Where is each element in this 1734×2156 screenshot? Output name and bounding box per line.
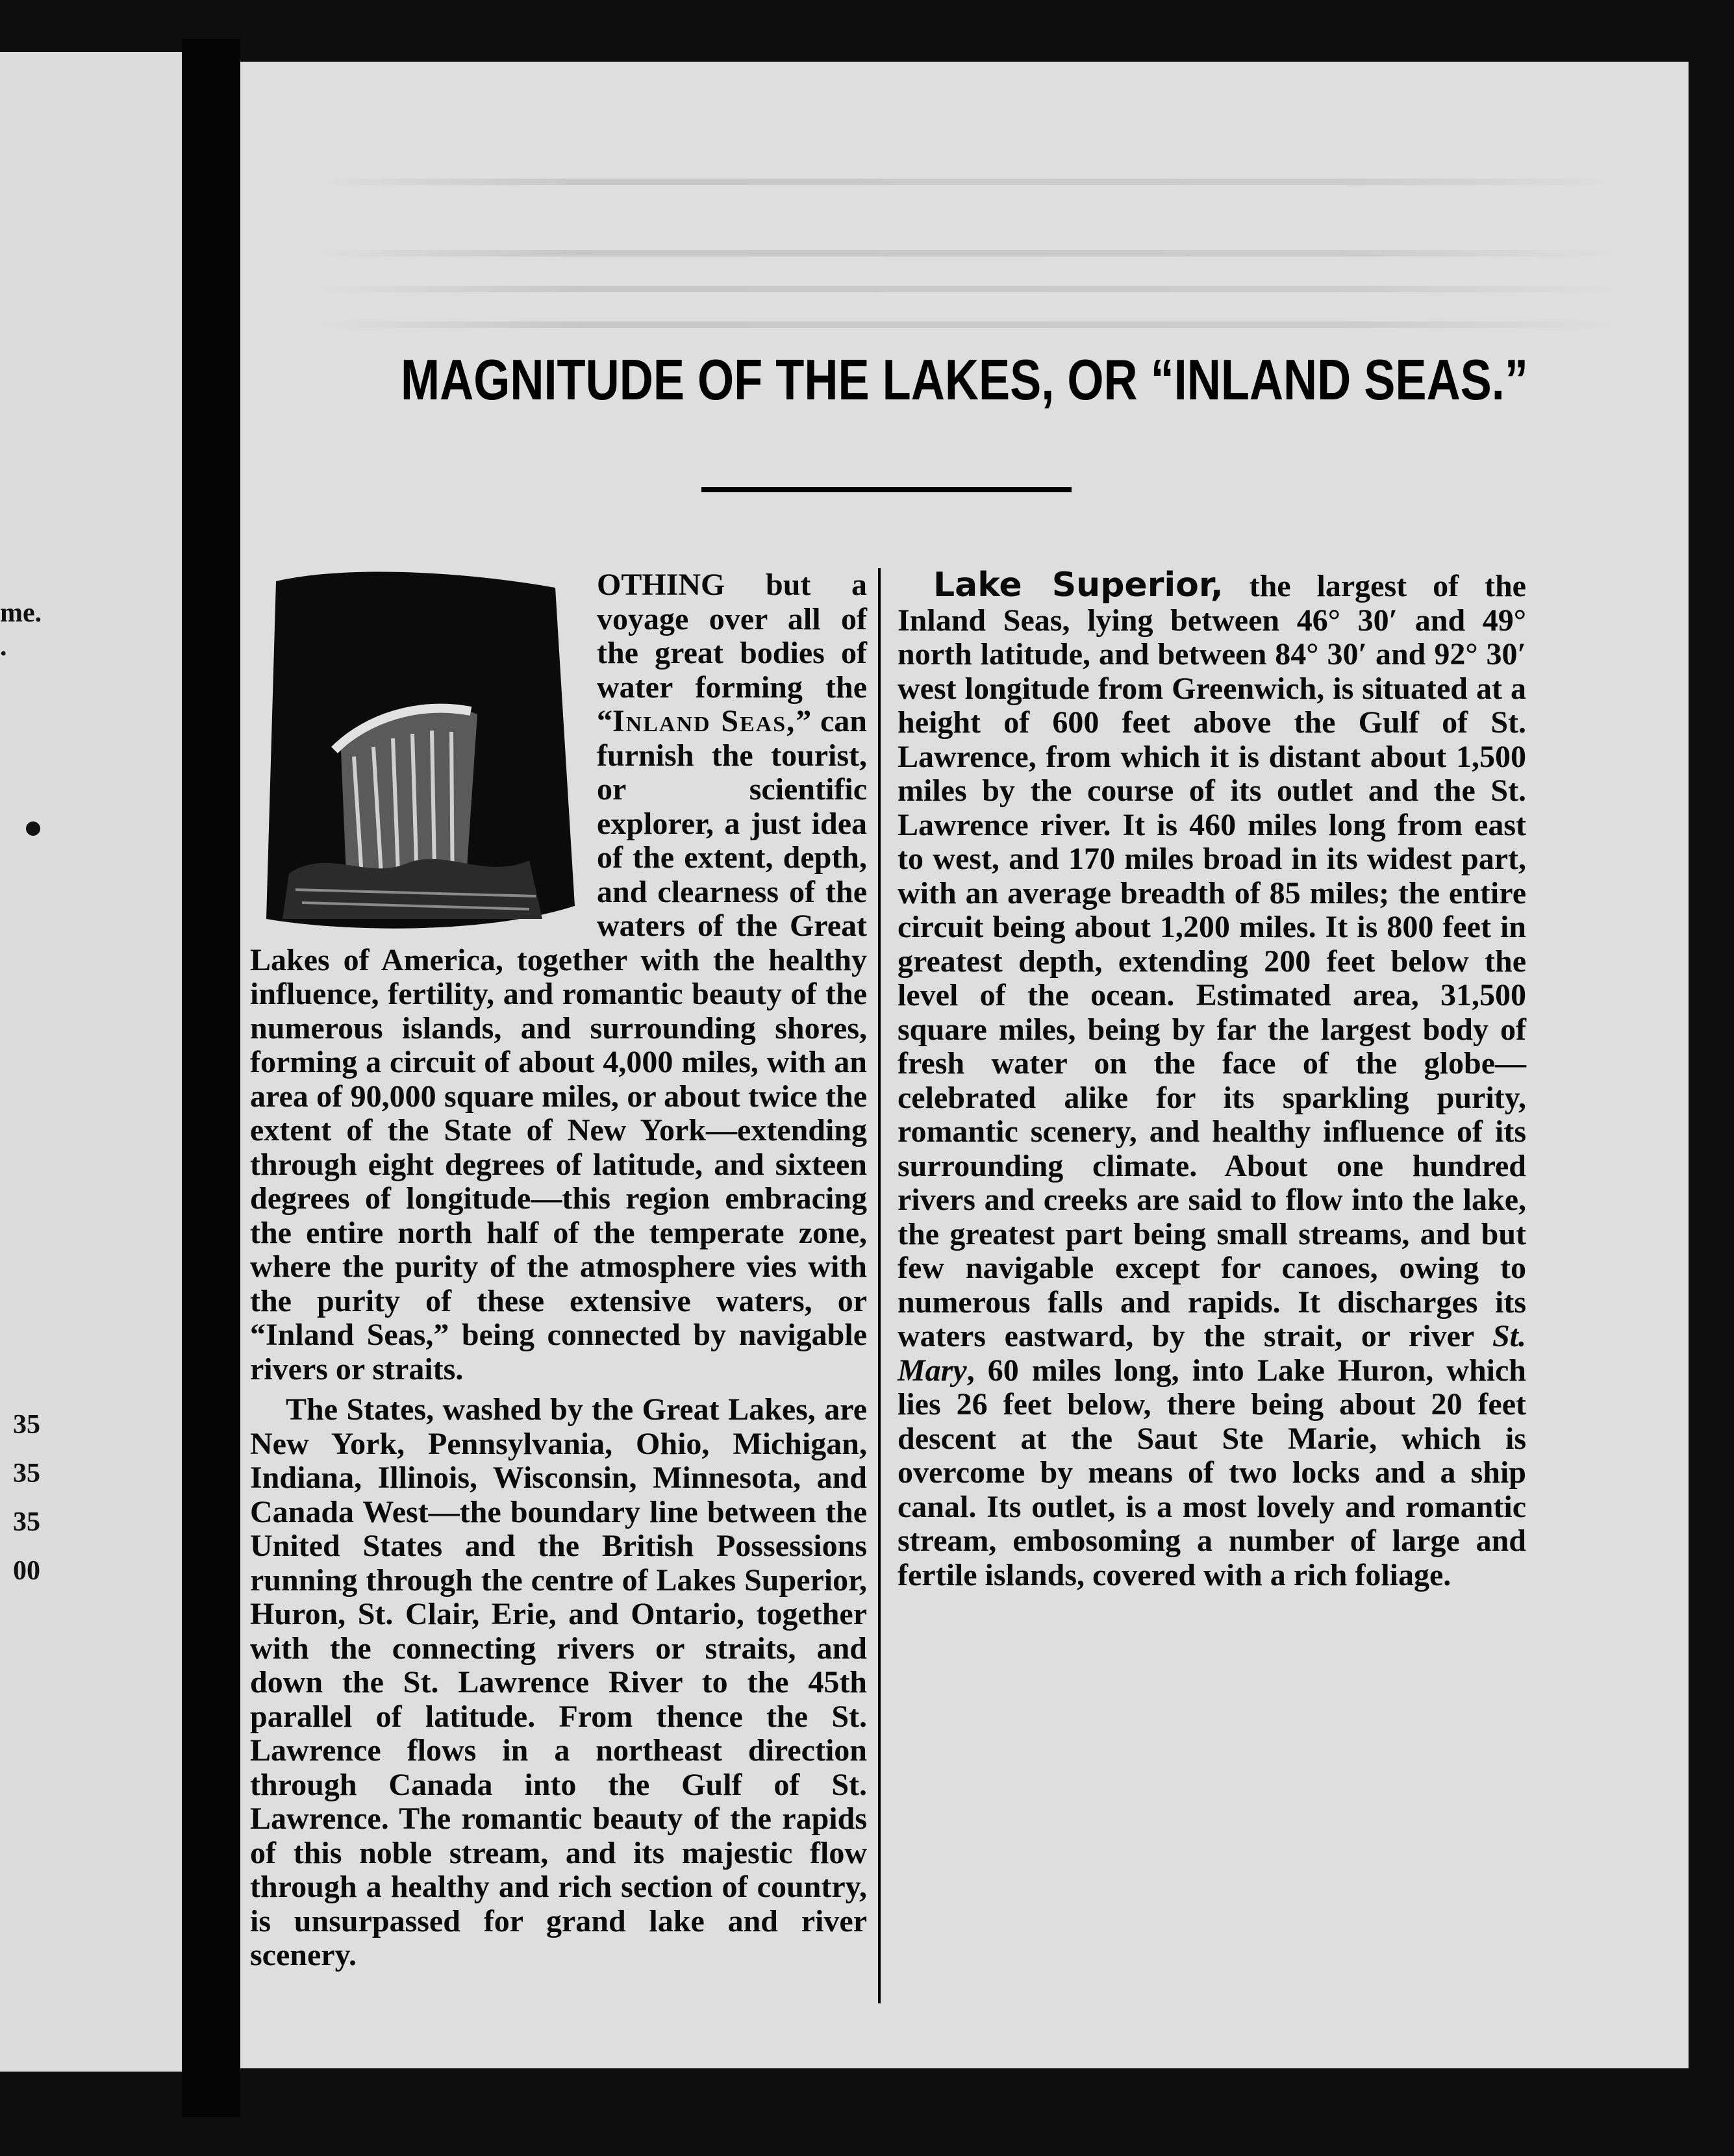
inland-seas-smallcaps: Inland Seas, <box>612 704 796 738</box>
document-page <box>240 62 1689 2068</box>
ink-spot <box>26 821 40 836</box>
show-through-line <box>318 179 1617 185</box>
show-through-line <box>318 321 1617 328</box>
left-page-text: me. <box>0 598 42 628</box>
show-through-line <box>318 250 1617 257</box>
page-gutter <box>182 39 240 2117</box>
left-page-number: 35 <box>13 1410 40 1440</box>
title-rule <box>701 487 1072 492</box>
paragraph-1-text: OTHING but a voyage over all of the great bodies of water forming the “ <box>597 568 867 738</box>
adjacent-page-fragment <box>0 52 182 2072</box>
column-rule <box>878 568 881 2003</box>
column-right <box>898 568 1526 1592</box>
paragraph-1-text: ” can furnish the tourist, or scientific explorer, a just idea of the extent, depth, and clearness of the waters of the Great Lakes of America, together with the healthy influence, fertility, and romantic beauty of the numerous islands, and surrounding shores, forming a circuit of about 4,000 miles, with an area of 90,000 square miles, or about twice the extent of the State of New York—extending through eight degrees of latitude, and sixteen degrees of longitude—this region embracing the entire north half of the temperate zone, where the purity of the atmosphere vies with the purity of these extensive waters, or “Inland Seas,” being connected by navigable rivers or straits. <box>250 704 867 1386</box>
dropcap-waterfall-engraving <box>250 568 588 932</box>
left-page-text: . <box>0 632 7 662</box>
paragraph-3-text: , 60 miles long, into Lake Huron, which lies 26 feet below, there being about 20 feet descent at the Saut Ste Marie, which is overcome by means of two locks and a ship canal. Its outlet, is a most lovely and romantic stream, embosoming a number of large and fertile islands, covered with a rich foliage. <box>898 1353 1526 1592</box>
left-page-number: 35 <box>13 1459 40 1488</box>
st-mary-italic: St. Mary <box>898 1319 1526 1388</box>
paragraph-3-text: the largest of the Inland Seas, lying between 46° 30′ and 49° north latitude, and between 84° 30′ and 92° 30′ west longitude from Greenwich, is situated at a height of 600 feet above the Gulf of St. Lawrence, from which it is distant about 1,500 miles by the course of its outlet and the St. Lawrence river. It is 460 miles long from east to west, and 170 miles broad in its widest part, with an average breadth of 85 miles; the entire circuit being about 1,200 miles. It is 800 feet in greatest depth, extending 200 feet below the level of the ocean. Estimated area, 31,500 square miles, being by far the largest body of fresh water on the face of the globe—celebrated alike for its sparkling purity, romantic scenery, and healthy influence of its surrounding climate. About one hundred rivers and creeks are said to flow into the lake, the greatest part being small streams, and but few navigable except for canoes, owing to numerous falls and rapids. It discharges its waters eastward, by the strait, or river <box>898 569 1526 1353</box>
show-through-line <box>318 286 1617 292</box>
column-left <box>250 568 867 1973</box>
paragraph-2: The States, washed by the Great Lakes, are New York, Pennsylvania, Ohio, Michigan, Indiana, Illinois, Wisconsin, Minnesota, and Canada West—the boundary line between the United States and the British Possessions running through the centre of Lakes Superior, Huron, St. Clair, Erie, and Ontario, together with the connecting rivers or straits, and down the St. Lawrence River to the 45th parallel of latitude. From thence the St. Lawrence flows in a northeast direction through Canada into the Gulf of St. Lawrence. The romantic beauty of the rapids of this noble stream, and its majestic flow through a healthy and rich section of country, is unsurpassed for grand lake and river scenery. <box>250 1392 867 1972</box>
page-title: MAGNITUDE OF THE LAKES, OR “INLAND SEAS.” <box>401 347 1528 412</box>
lake-superior-heading: Lake Superior, <box>933 566 1224 605</box>
left-page-number: 00 <box>13 1556 40 1586</box>
left-page-number: 35 <box>13 1507 40 1537</box>
